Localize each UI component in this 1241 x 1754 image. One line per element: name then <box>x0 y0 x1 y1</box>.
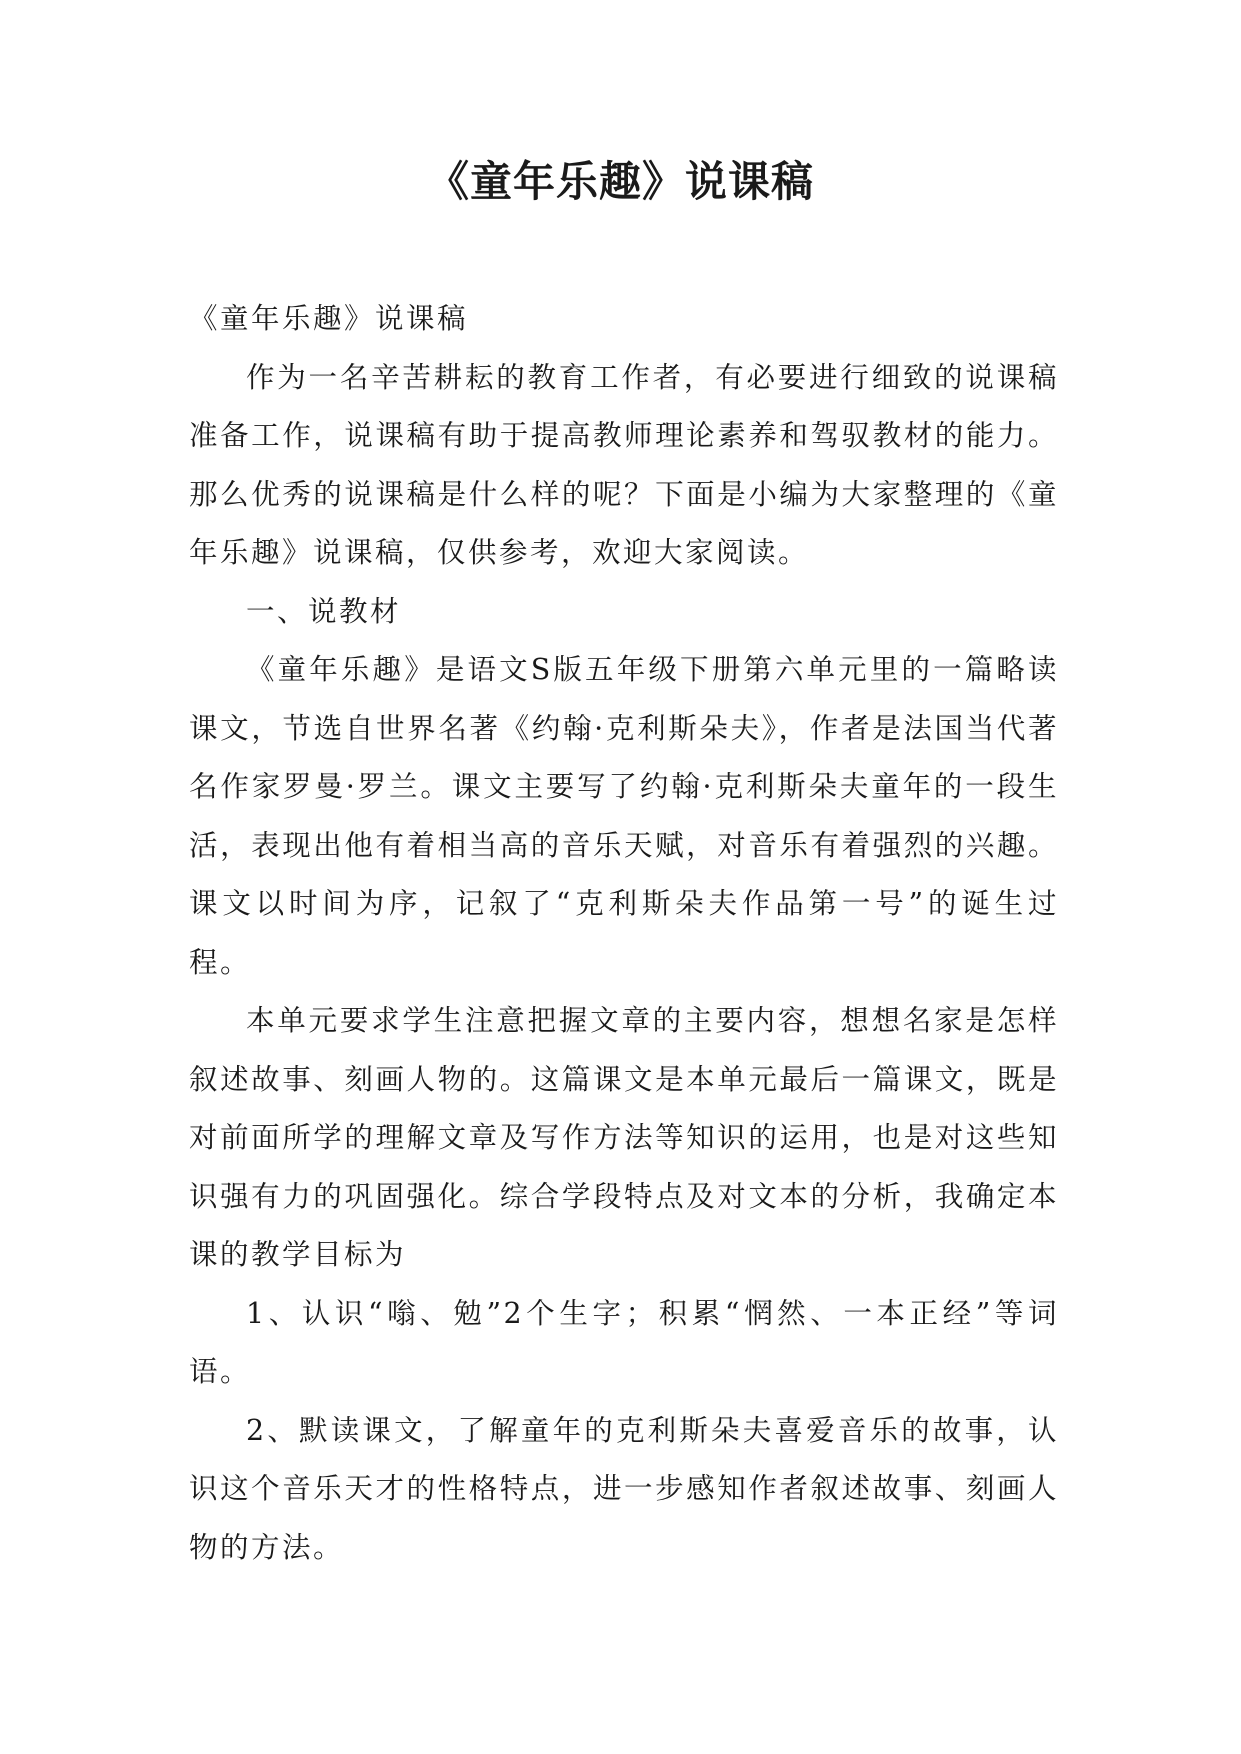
intro-paragraph: 作为一名辛苦耕耘的教育工作者，有必要进行细致的说课稿准备工作，说课稿有助于提高教师理论素养和驾驭教材的能力。那么优秀的说课稿是什么样的呢？下面是小编为大家整理的《童年乐趣》说课稿，仅供参考，欢迎大家阅读。 <box>189 360 1059 569</box>
document-body <box>189 290 1059 1577</box>
goal-item-1: 1、认识“嗡、勉”2个生字；积累“惘然、一本正经”等词语。 <box>189 1296 1059 1388</box>
goal-item-2: 2、默读课文，了解童年的克利斯朵夫喜爱音乐的故事，认识这个音乐天才的性格特点，进一步感知作者叙述故事、刻画人物的方法。 <box>189 1413 1059 1564</box>
document-title: 《童年乐趣》说课稿 <box>426 157 814 206</box>
unit-paragraph: 本单元要求学生注意把握文章的主要内容，想想名家是怎样叙述故事、刻画人物的。这篇课文是本单元最后一篇课文，既是对前面所学的理解文章及写作方法等知识的运用，也是对这些知识强有力的巩固强化。综合学段特点及对文本的分析，我确定本课的教学目标为 <box>189 1004 1059 1271</box>
textbook-paragraph: 《童年乐趣》是语文S版五年级下册第六单元里的一篇略读课文，节选自世界名著《约翰·克利斯朵夫》，作者是法国当代著名作家罗曼·罗兰。课文主要写了约翰·克利斯朵夫童年的一段生活，表现出他有着相当高的音乐天赋，对音乐有着强烈的兴趣。课文以时间为序，记叙了“克利斯朵夫作品第一号”的诞生过程。 <box>189 653 1059 979</box>
subtitle-paragraph: 《童年乐趣》说课稿 <box>189 302 469 335</box>
section-heading: 一、说教材 <box>246 594 402 628</box>
